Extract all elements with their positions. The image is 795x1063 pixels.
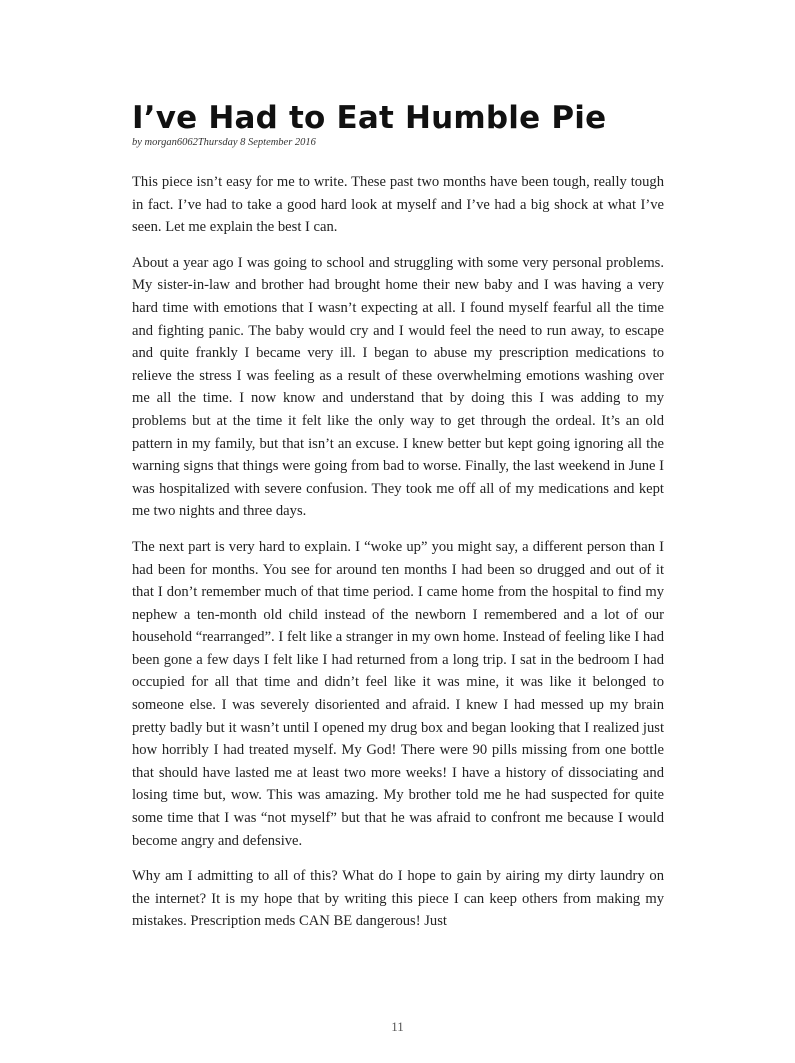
paragraph: This piece isn’t easy for me to write. These past two months have been tough, really tough in fact. I’ve had to take a good hard look at myself and I’ve had a big shock at what I’ve seen. Let me explain the best I can. [132,174,664,236]
article-title: I’ve Had to Eat Humble Pie [132,100,607,136]
paragraph: Why am I admitting to all of this? What do I hope to gain by airing my dirty laundry on the internet? It is my hope that by writing this piece I can keep others from making my mistakes. Prescription meds CAN BE dangerous! Just [132,868,664,930]
article [132,98,664,946]
paragraph: The next part is very hard to explain. I “woke up” you might say, a different person than I had been for months. You see for around ten months I had been so drugged and out of it that I don’t remember much of that time period. I came home from the hospital to find my nephew a ten-month old child instead of the newborn I remembered and a lot of our household “rearranged”. I felt like a stranger in my own home. Instead of feeling like I had been gone a few days I felt like I had returned from a long trip. I sat in the bedroom I had occupied for all that time and didn’t feel like it was mine, it was like it belonged to someone else. I was severely disoriented and afraid. I knew I had messed up my brain pretty badly but it wasn’t until I opened my drug box and began looking that I realized just how horribly I had treated myself. My God! There were 90 pills missing from one bottle that should have lasted me at least two more weeks! I have a history of dissociating and losing time but, wow. This was amazing. My brother told me he had suspected for quite some time that I was “not myself” but that he was afraid to confront me because I would become angry and defensive. [132,538,664,849]
page-number: 11 [391,1019,404,1034]
article-byline: by morgan6062Thursday 8 September 2016 [132,137,316,148]
paragraph: About a year ago I was going to school and struggling with some very personal problems. My sister-in-law and brother had brought home their new baby and I was having a very hard time with emotions that I wasn’t expecting at all. I found myself fearful all the time and fighting panic. The baby would cry and I would feel the need to run away, to escape and quite frankly I became very ill. I began to abuse my prescription medications to relieve the stress I was feeling as a result of these overwhelming emotions washing over me all the time. I now know and understand that by doing this I was adding to my problems but at the time it felt like the only way to get through the ordeal. It’s an old pattern in my family, but that isn’t an excuse. I knew better but kept going ignoring all the warning signs that things were going from bad to worse. Finally, the last weekend in June I was hospitalized with severe confusion. They took me off all of my medications and kept me two nights and three days. [132,254,664,520]
article-body [132,171,664,933]
